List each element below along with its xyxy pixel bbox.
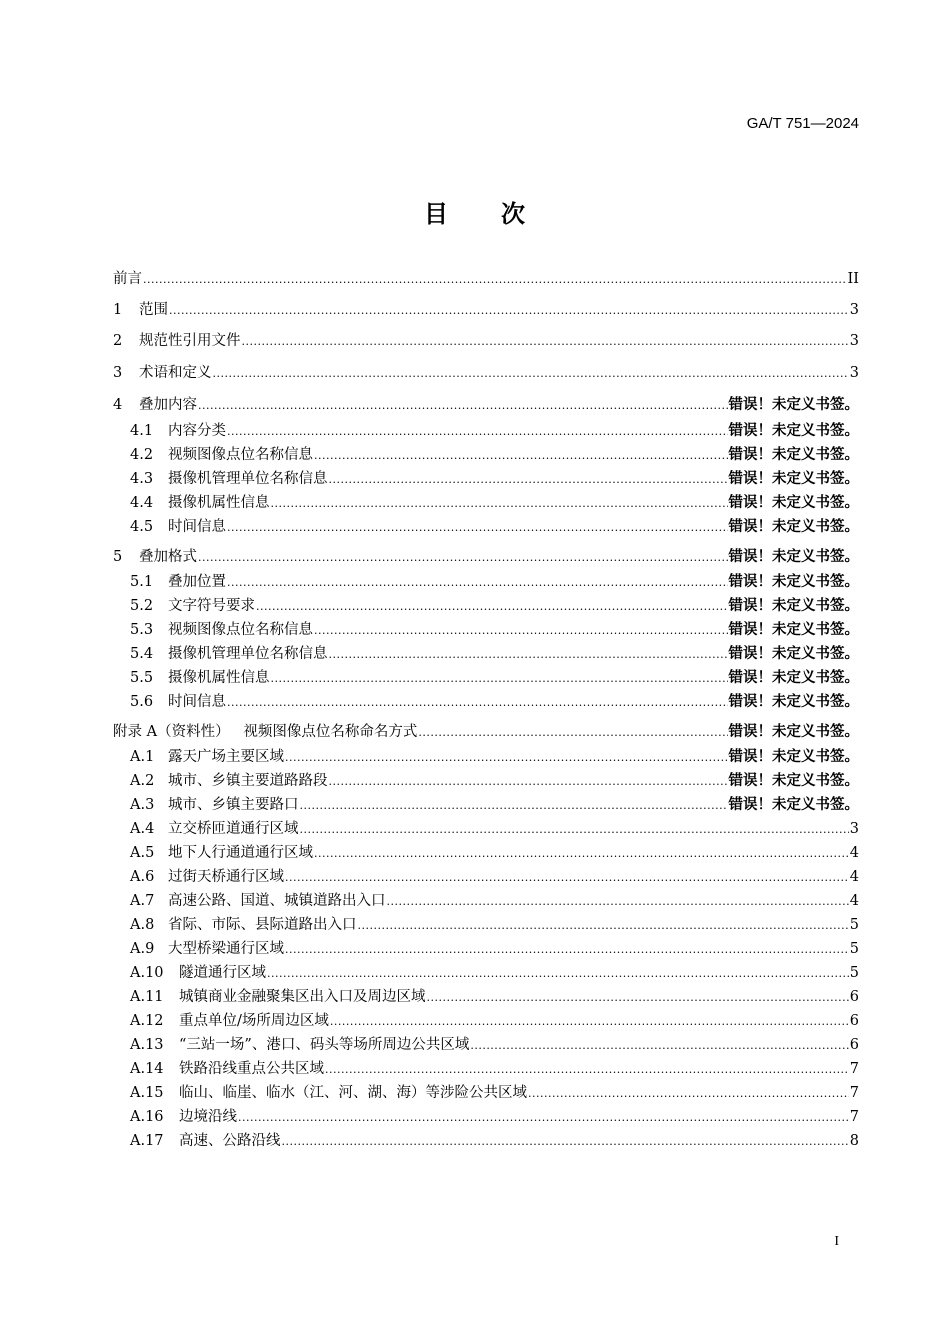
toc-entry-label: 立交桥匝道通行区域 <box>168 821 299 837</box>
toc-entry-number: A.12 <box>130 1013 164 1029</box>
toc-entry-number: A.5 <box>130 845 155 861</box>
toc-entry-number: A.17 <box>130 1133 164 1149</box>
toc-entry-page: 7 <box>849 1109 859 1125</box>
toc-entry[interactable] <box>113 268 859 290</box>
dot-leader <box>227 692 728 714</box>
toc-entry-page: 4 <box>849 869 859 885</box>
toc-entry-label: 附录 A（资料性） 视频图像点位名称命名方式 <box>113 724 418 740</box>
toc-entry[interactable] <box>130 770 859 792</box>
toc-entry-number: 5.5 <box>130 670 154 686</box>
dot-leader <box>285 747 728 769</box>
dot-leader <box>238 1107 849 1129</box>
toc-entry-label: 隧道通行区域 <box>179 965 266 981</box>
toc-entry[interactable] <box>130 1010 859 1032</box>
toc-entry[interactable] <box>130 1082 859 1104</box>
dot-leader <box>470 1035 848 1057</box>
toc-entry[interactable] <box>113 330 859 352</box>
toc-entry[interactable] <box>130 890 859 912</box>
toc-entry-number: A.2 <box>130 773 155 789</box>
toc-entry-page: 错误！未定义书签。 <box>728 495 859 511</box>
toc-entry-label: 叠加内容 <box>139 397 197 413</box>
dot-leader <box>169 300 849 322</box>
toc-entry-page: 3 <box>849 365 859 381</box>
dot-leader <box>330 1011 849 1033</box>
toc-entry-page: 5 <box>849 917 859 933</box>
dot-leader <box>314 445 728 467</box>
toc-entry-number: A.9 <box>130 941 155 957</box>
toc-entry-number: 4.3 <box>130 471 154 487</box>
toc-entry-page: 3 <box>849 821 859 837</box>
toc-entry[interactable] <box>130 420 859 442</box>
toc-entry[interactable] <box>113 299 859 321</box>
toc-entry-number: 4.2 <box>130 447 154 463</box>
toc-entry-label: 文字符号要求 <box>168 598 255 614</box>
toc-entry-number: 4 <box>113 397 123 413</box>
dot-leader <box>267 963 849 985</box>
toc-entry-label: 城市、乡镇主要道路路段 <box>168 773 328 789</box>
toc-entry[interactable] <box>130 914 859 936</box>
toc-entry-page: 错误！未定义书签。 <box>728 574 859 590</box>
toc-entry-number: 4.1 <box>130 423 154 439</box>
toc-entry-page: 6 <box>849 989 859 1005</box>
toc-entry-number: 4.5 <box>130 519 154 535</box>
toc-entry-number: A.15 <box>130 1085 164 1101</box>
toc-entry[interactable] <box>130 1058 859 1080</box>
toc-entry-label: 摄像机管理单位名称信息 <box>168 471 328 487</box>
toc-entry[interactable] <box>130 667 859 689</box>
toc-entry[interactable] <box>130 691 859 713</box>
title-char-right: 次 <box>501 200 526 228</box>
toc-entry-page: 3 <box>849 333 859 349</box>
toc-entry-page: 错误！未定义书签。 <box>728 622 859 638</box>
dot-leader <box>387 891 849 913</box>
dot-leader <box>282 1131 849 1153</box>
dot-leader <box>300 795 728 817</box>
toc-entry-number: A.8 <box>130 917 155 933</box>
toc-entry[interactable] <box>130 746 859 768</box>
toc-entry-number: 2 <box>113 333 123 349</box>
page-title <box>0 194 950 229</box>
toc-entry-page: 6 <box>849 1037 859 1053</box>
toc-entry-number: A.7 <box>130 893 155 909</box>
toc-entry[interactable] <box>113 721 859 743</box>
toc-entry-number: A.13 <box>130 1037 164 1053</box>
toc-entry[interactable] <box>130 492 859 514</box>
toc-entry-label: 视频图像点位名称信息 <box>168 622 313 638</box>
toc-entry-number: A.4 <box>130 821 155 837</box>
toc-entry-number: A.11 <box>130 989 164 1005</box>
dot-leader <box>198 547 728 569</box>
toc-entry-number: A.1 <box>130 749 155 765</box>
toc-entry[interactable] <box>130 1130 859 1152</box>
toc-entry-number: A.10 <box>130 965 164 981</box>
toc-entry-page: 7 <box>849 1061 859 1077</box>
toc-entry-page: II <box>847 271 859 287</box>
toc-entry[interactable] <box>130 516 859 538</box>
toc-entry-number: A.14 <box>130 1061 164 1077</box>
toc-entry-page: 错误！未定义书签。 <box>728 447 859 463</box>
dot-leader <box>329 644 728 666</box>
toc-entry-label: 临山、临崖、临水（江、河、湖、海）等涉险公共区域 <box>179 1085 527 1101</box>
toc-entry[interactable] <box>130 468 859 490</box>
toc-entry-page: 错误！未定义书签。 <box>728 471 859 487</box>
toc-entry-label: 边境沿线 <box>179 1109 237 1125</box>
dot-leader <box>427 987 849 1009</box>
toc-entry-number: 4.4 <box>130 495 154 511</box>
toc-entry-label: “三站一场”、港口、码头等场所周边公共区域 <box>179 1037 470 1053</box>
toc-entry-label: 时间信息 <box>168 694 226 710</box>
toc-entry-number: 5.4 <box>130 646 154 662</box>
toc-entry-page: 错误！未定义书签。 <box>728 519 859 535</box>
dot-leader <box>329 771 728 793</box>
toc-entry-page: 错误！未定义书签。 <box>728 797 859 813</box>
toc-entry-label: 前言 <box>113 271 142 287</box>
standard-code: GA/T 751—2024 <box>746 115 859 132</box>
toc-entry-page: 错误！未定义书签。 <box>728 549 859 565</box>
toc-entry-number: 3 <box>113 365 123 381</box>
dot-leader <box>528 1083 849 1105</box>
title-char-left: 目 <box>424 200 449 228</box>
dot-leader <box>358 915 849 937</box>
toc-entry-page: 错误！未定义书签。 <box>728 423 859 439</box>
toc-entry[interactable] <box>113 546 859 568</box>
toc-entry-label: 摄像机属性信息 <box>168 495 270 511</box>
toc-entry-number: 5.6 <box>130 694 154 710</box>
dot-leader <box>242 331 849 353</box>
toc-entry-page: 6 <box>849 1013 859 1029</box>
dot-leader <box>418 722 727 744</box>
toc-entry[interactable] <box>130 1106 859 1128</box>
dot-leader <box>329 469 728 491</box>
dot-leader <box>198 395 728 417</box>
toc-entry[interactable] <box>130 962 859 984</box>
dot-leader <box>314 620 728 642</box>
dot-leader <box>325 1059 849 1081</box>
dot-leader <box>285 939 849 961</box>
dot-leader <box>143 269 847 291</box>
toc-entry-page: 7 <box>849 1085 859 1101</box>
toc-entry-label: 叠加格式 <box>139 549 197 565</box>
toc-entry-label: 范围 <box>139 302 168 318</box>
page-number: I <box>834 1234 839 1249</box>
dot-leader <box>271 668 728 690</box>
toc-entry-label: 规范性引用文件 <box>139 333 241 349</box>
toc-entry-label: 视频图像点位名称信息 <box>168 447 313 463</box>
dot-leader <box>227 421 728 443</box>
toc-entry-label: 叠加位置 <box>168 574 226 590</box>
toc-entry[interactable] <box>130 571 859 593</box>
toc-entry-label: 摄像机管理单位名称信息 <box>168 646 328 662</box>
toc-entry-label: 城市、乡镇主要路口 <box>168 797 299 813</box>
toc-entry[interactable] <box>113 362 859 384</box>
toc-entry[interactable] <box>130 866 859 888</box>
toc-entry-page: 8 <box>849 1133 859 1149</box>
toc-entry-number: A.6 <box>130 869 155 885</box>
toc-entry-label: 省际、市际、县际道路出入口 <box>168 917 357 933</box>
toc-entry-number: A.3 <box>130 797 155 813</box>
toc-entry[interactable] <box>130 986 859 1008</box>
toc-entry-label: 摄像机属性信息 <box>168 670 270 686</box>
toc-entry-page: 4 <box>849 845 859 861</box>
toc-entry-number: 1 <box>113 302 123 318</box>
toc-entry-page: 错误！未定义书签。 <box>728 773 859 789</box>
toc-entry-label: 重点单位/场所周边区域 <box>179 1013 329 1029</box>
toc-entry-number: 5.1 <box>130 574 154 590</box>
toc-entry-label: 内容分类 <box>168 423 226 439</box>
toc-entry-page: 5 <box>849 965 859 981</box>
toc-entry-label: 铁路沿线重点公共区域 <box>179 1061 324 1077</box>
toc-entry-number: 5.3 <box>130 622 154 638</box>
dot-leader <box>314 843 849 865</box>
dot-leader <box>285 867 849 889</box>
toc-entry-page: 错误！未定义书签。 <box>728 749 859 765</box>
dot-leader <box>227 572 728 594</box>
toc-entry[interactable] <box>130 818 859 840</box>
toc-entry-page: 错误！未定义书签。 <box>728 397 859 413</box>
toc-entry[interactable] <box>130 842 859 864</box>
toc-entry[interactable] <box>130 619 859 641</box>
toc-entry[interactable] <box>113 394 859 416</box>
toc-entry-page: 错误！未定义书签。 <box>728 694 859 710</box>
toc-entry[interactable] <box>130 794 859 816</box>
toc-entry-page: 错误！未定义书签。 <box>728 724 859 740</box>
toc-entry-page: 错误！未定义书签。 <box>728 598 859 614</box>
toc-entry-label: 高速、公路沿线 <box>179 1133 281 1149</box>
dot-leader <box>271 493 728 515</box>
toc-entry-page: 错误！未定义书签。 <box>728 670 859 686</box>
toc-entry-label: 露天广场主要区域 <box>168 749 284 765</box>
toc-entry[interactable] <box>130 595 859 617</box>
toc-entry-label: 大型桥梁通行区域 <box>168 941 284 957</box>
dot-leader <box>300 819 849 841</box>
toc-entry-label: 高速公路、国道、城镇道路出入口 <box>168 893 386 909</box>
dot-leader <box>256 596 728 618</box>
toc-entry[interactable] <box>130 643 859 665</box>
toc-entry-label: 城镇商业金融聚集区出入口及周边区域 <box>179 989 426 1005</box>
toc-entry[interactable] <box>130 1034 859 1056</box>
toc-entry-page: 4 <box>849 893 859 909</box>
toc-entry-page: 5 <box>849 941 859 957</box>
dot-leader <box>227 517 728 539</box>
toc-entry-label: 地下人行通道通行区域 <box>168 845 313 861</box>
toc-entry[interactable] <box>130 444 859 466</box>
toc-entry-label: 过街天桥通行区域 <box>168 869 284 885</box>
toc-entry-number: A.16 <box>130 1109 164 1125</box>
toc-entry-label: 术语和定义 <box>139 365 212 381</box>
toc-entry-page: 错误！未定义书签。 <box>728 646 859 662</box>
toc-entry-page: 3 <box>849 302 859 318</box>
toc-entry[interactable] <box>130 938 859 960</box>
toc-entry-label: 时间信息 <box>168 519 226 535</box>
dot-leader <box>213 363 849 385</box>
toc-entry-number: 5.2 <box>130 598 154 614</box>
toc-entry-number: 5 <box>113 549 123 565</box>
